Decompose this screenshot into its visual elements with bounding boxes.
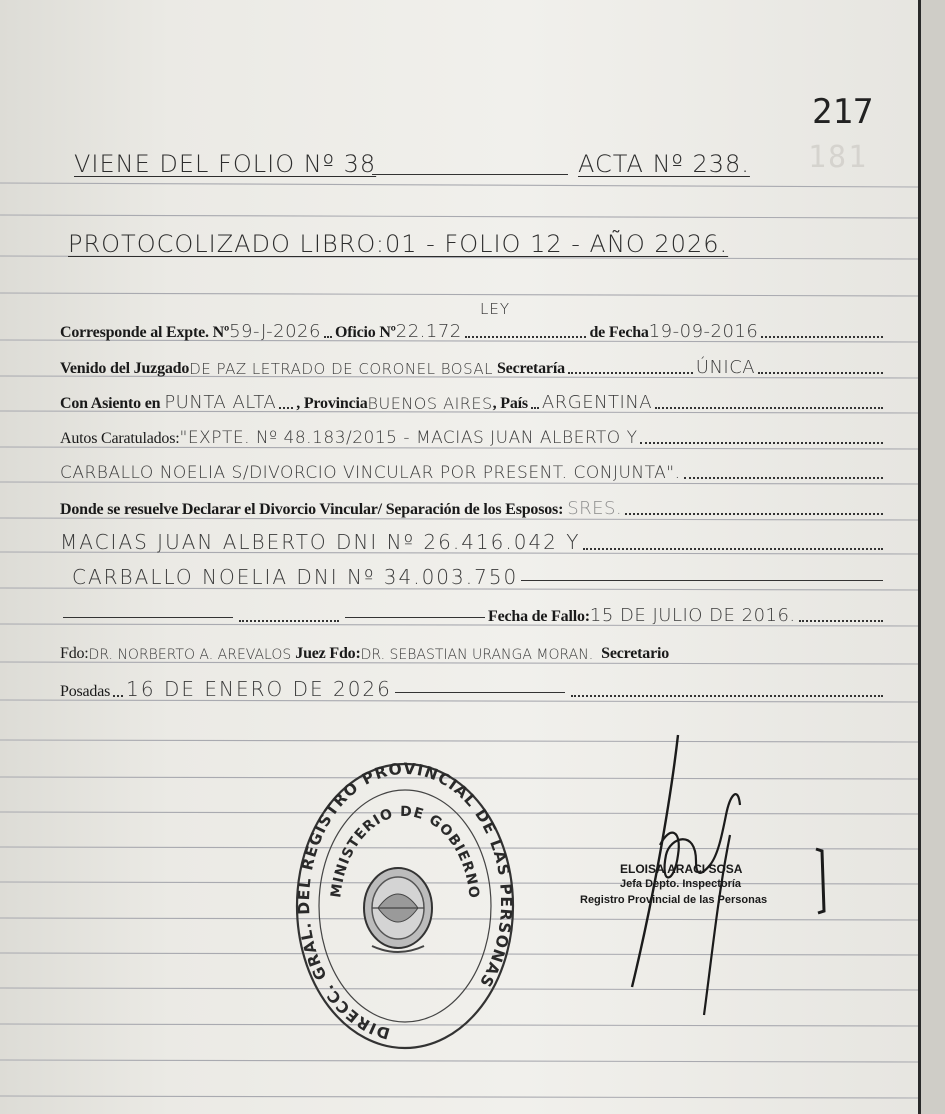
juzgado-value: DE PAZ LETRADO DE CORONEL BOSAL <box>189 360 493 378</box>
row-fallo <box>60 596 886 626</box>
signer-office: Registro Provincial de las Personas <box>580 894 768 906</box>
secretario-value: DR. SEBASTIAN URANGA MORAN. <box>360 647 594 663</box>
provincia-value: BUENOS AIRES <box>367 394 493 413</box>
dotted-fill <box>239 619 339 622</box>
dotted-fill <box>531 406 539 409</box>
provincia-label: , Provincia <box>296 395 368 412</box>
row-autos <box>60 418 886 448</box>
official-stamp <box>292 758 518 1054</box>
acta-number: ACTA Nº 238. <box>578 150 750 178</box>
fdo-label: Fdo: <box>60 645 89 662</box>
dotted-fill <box>568 371 693 374</box>
row-posadas <box>60 671 886 701</box>
row-autos-cont <box>60 453 886 483</box>
expte-value: 59-J-2026 <box>229 321 321 342</box>
closing-line <box>395 692 565 693</box>
row-expediente <box>60 312 886 342</box>
esposo-1: MACIAS JUAN ALBERTO DNI Nº 26.416.042 Y <box>60 530 581 554</box>
row-esposo-1 <box>60 524 886 554</box>
pais-value: ARGENTINA <box>541 392 653 413</box>
oficio-label: Oficio Nº <box>334 324 396 341</box>
blank-line <box>345 617 485 618</box>
esposo-2: CARBALLO NOELIA DNI Nº 34.003.750 <box>72 565 519 589</box>
oficio-value: 22.172 <box>395 321 462 342</box>
posadas-label: Posadas <box>60 683 111 700</box>
stamp-ring-text: DIRECC. GRAL. DEL REGISTRO PROVINCIAL DE LAS PERSONAS <box>294 759 516 1043</box>
fecha-label: de Fecha <box>589 324 649 341</box>
juez-value: DR. NORBERTO A. AREVALOS <box>88 647 292 663</box>
coat-of-arms-icon <box>364 868 432 952</box>
dotted-fill <box>799 619 883 622</box>
dotted-fill <box>583 547 883 550</box>
secretaria-label: Secretaría <box>496 360 565 377</box>
autos-value-1: "EXPTE. Nº 48.183/2015 - MACIAS JUAN ALBERTO Y <box>179 428 638 448</box>
viene-del-folio: VIENE DEL FOLIO Nº 38 <box>74 150 377 178</box>
signer-role: Jefa Depto. Inspectoría <box>620 878 742 890</box>
row-esposo-2 <box>60 559 886 589</box>
expte-label: Corresponde al Expte. Nº <box>60 324 230 341</box>
dotted-fill <box>324 335 332 338</box>
dotted-fill <box>465 335 587 338</box>
header-rule <box>372 174 568 175</box>
dotted-fill <box>761 335 883 338</box>
asiento-label: Con Asiento en <box>60 395 161 412</box>
resuelve-label: Donde se resuelve Declarar el Divorcio Vincular/ Separación de los Esposos: <box>60 501 564 518</box>
juzgado-label: Venido del Juzgado <box>60 360 190 377</box>
dotted-fill <box>113 694 123 697</box>
secretaria-value: ÚNICA <box>695 357 756 378</box>
row-resuelve <box>60 489 886 519</box>
bleed-through-mark: 181 <box>808 140 869 175</box>
dotted-fill <box>684 476 883 479</box>
asiento-value: PUNTA ALTA <box>164 392 277 413</box>
row-asiento <box>60 383 886 413</box>
blank-line <box>63 617 233 618</box>
page-number: 217 <box>812 92 874 132</box>
dotted-fill <box>655 406 883 409</box>
fallo-label: Fecha de Fallo: <box>488 608 590 625</box>
page-edge-shadow <box>921 0 945 1114</box>
closing-line <box>521 580 883 581</box>
dotted-fill <box>640 441 883 444</box>
dotted-fill <box>279 406 293 409</box>
dotted-fill <box>758 371 883 374</box>
signer-name: ELOISA ARACI SOSA <box>620 862 743 876</box>
dotted-fill <box>571 694 883 697</box>
dotted-fill <box>625 512 883 515</box>
autos-value-2: CARBALLO NOELIA S/DIVORCIO VINCULAR POR PRESENT. CONJUNTA". <box>60 463 681 483</box>
resuelve-value: SRES. <box>567 498 623 519</box>
protocolizado-line: PROTOCOLIZADO LIBRO:01 - FOLIO 12 - AÑO 2026. <box>68 230 729 258</box>
ley-annotation: LEY <box>480 300 510 318</box>
stamp-inner-text: MINISTERIO DE GOBIERNO <box>328 803 482 900</box>
posadas-value: 16 DE ENERO DE 2026 <box>126 677 392 701</box>
secretario-label: Secretario <box>601 645 670 662</box>
autos-label: Autos Caratulados: <box>60 430 180 447</box>
juez-label: Juez Fdo: <box>295 645 361 662</box>
fecha-value: 19-09-2016 <box>648 321 759 342</box>
row-juzgado <box>60 348 886 378</box>
pais-label: , País <box>492 395 528 412</box>
row-firmas <box>60 633 886 663</box>
fallo-value: 15 DE JULIO DE 2016. <box>589 605 796 626</box>
